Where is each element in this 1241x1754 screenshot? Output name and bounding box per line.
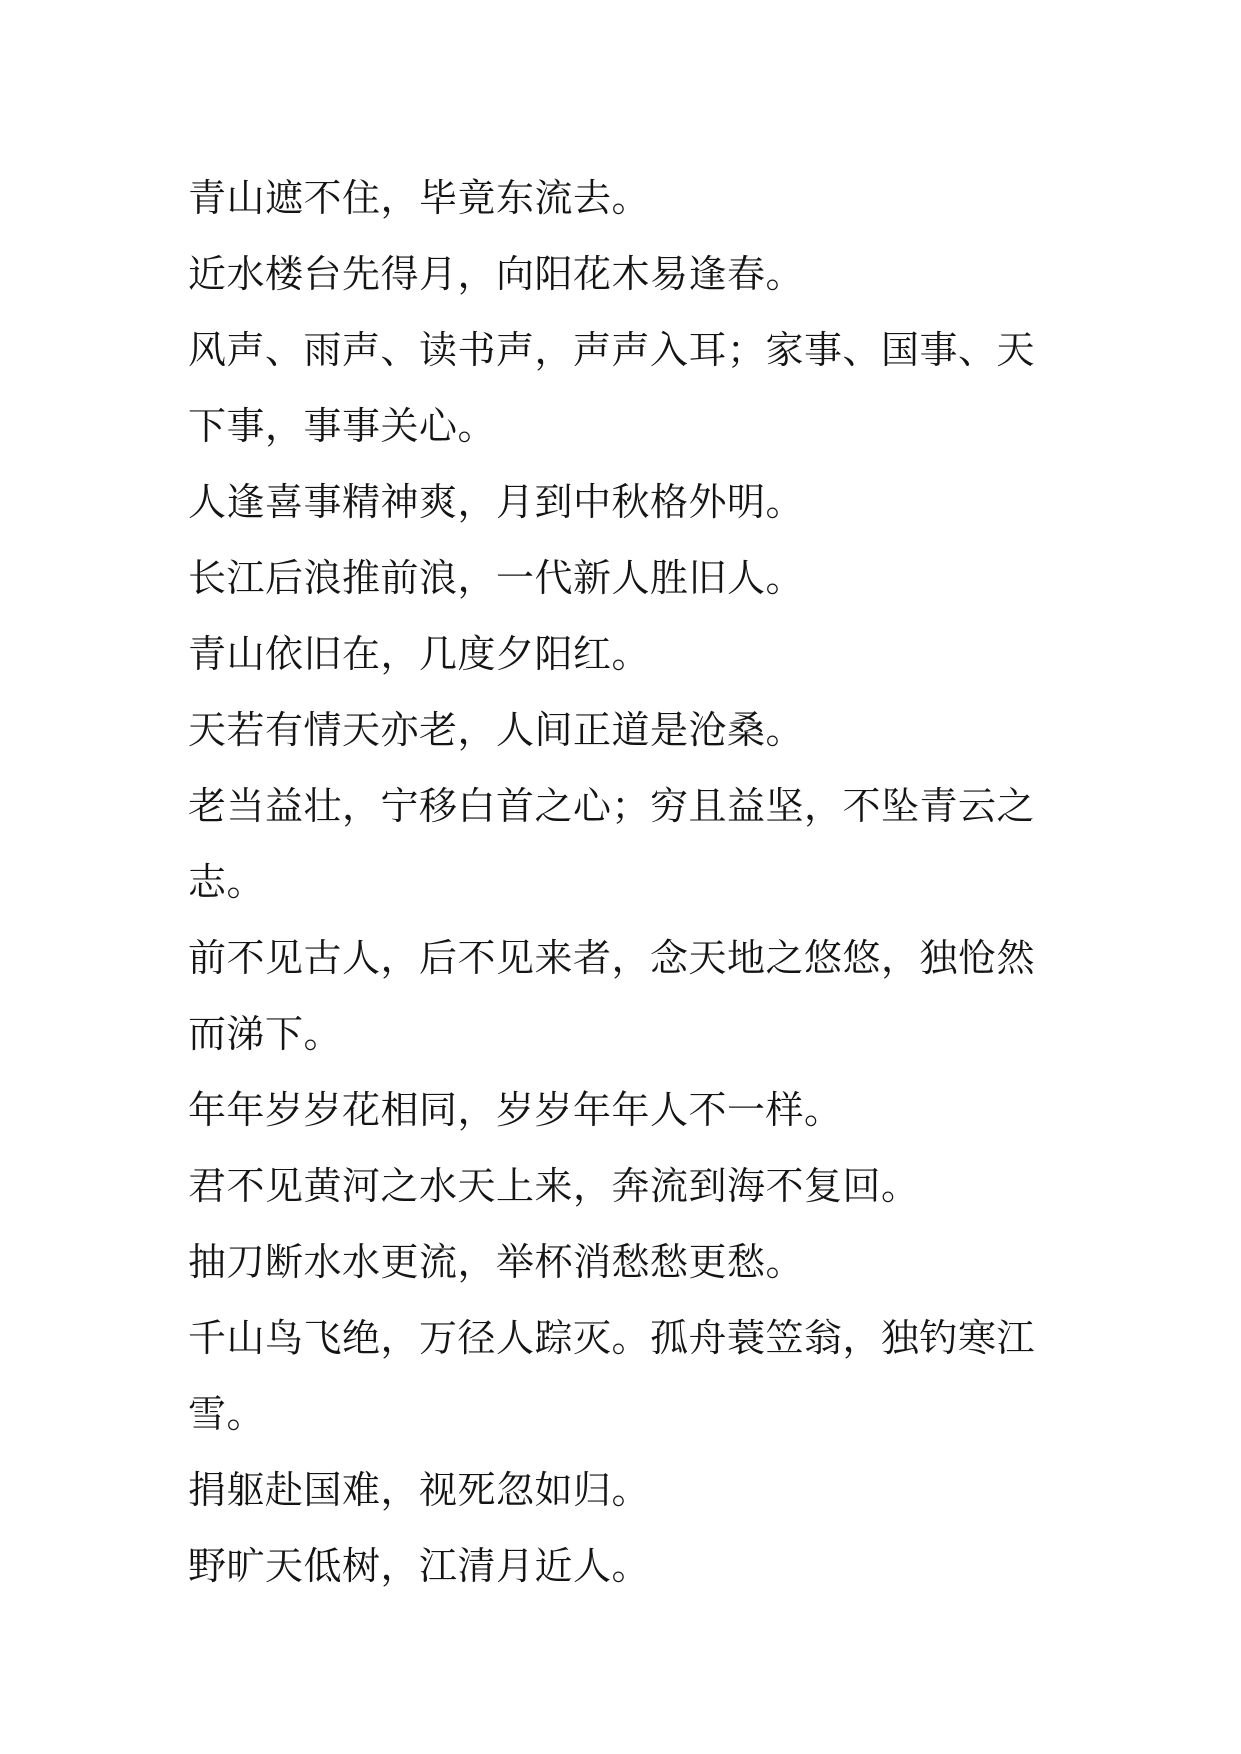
poem-line: 青山依旧在，几度夕阳红。 (188, 632, 651, 676)
poem-lines-list (188, 160, 1068, 1604)
poem-line: 抽刀断水水更流，举杯消愁愁更愁。 (188, 1240, 805, 1284)
poem-line: 君不见黄河之水天上来，奔流到海不复回。 (188, 1164, 920, 1208)
poem-line: 人逢喜事精神爽，月到中秋格外明。 (188, 480, 805, 524)
poem-line: 老当益壮，宁移白首之心；穷且益坚，不坠青云之志。 (188, 784, 1036, 904)
poem-line: 风声、雨声、读书声，声声入耳；家事、国事、天下事，事事关心。 (188, 328, 1036, 448)
poem-line: 年年岁岁花相同，岁岁年年人不一样。 (188, 1088, 843, 1132)
poem-line: 长江后浪推前浪，一代新人胜旧人。 (188, 556, 805, 600)
poem-line: 捐躯赴国难，视死忽如归。 (188, 1468, 651, 1512)
poem-line: 千山鸟飞绝，万径人踪灭。孤舟蓑笠翁，独钓寒江雪。 (188, 1316, 1036, 1436)
poem-line: 近水楼台先得月，向阳花木易逢春。 (188, 252, 805, 296)
poem-line: 青山遮不住，毕竟东流去。 (188, 176, 651, 220)
poem-line: 前不见古人，后不见来者，念天地之悠悠，独怆然而涕下。 (188, 936, 1036, 1056)
poem-line: 野旷天低树，江清月近人。 (188, 1544, 651, 1588)
poem-line: 天若有情天亦老，人间正道是沧桑。 (188, 708, 805, 752)
